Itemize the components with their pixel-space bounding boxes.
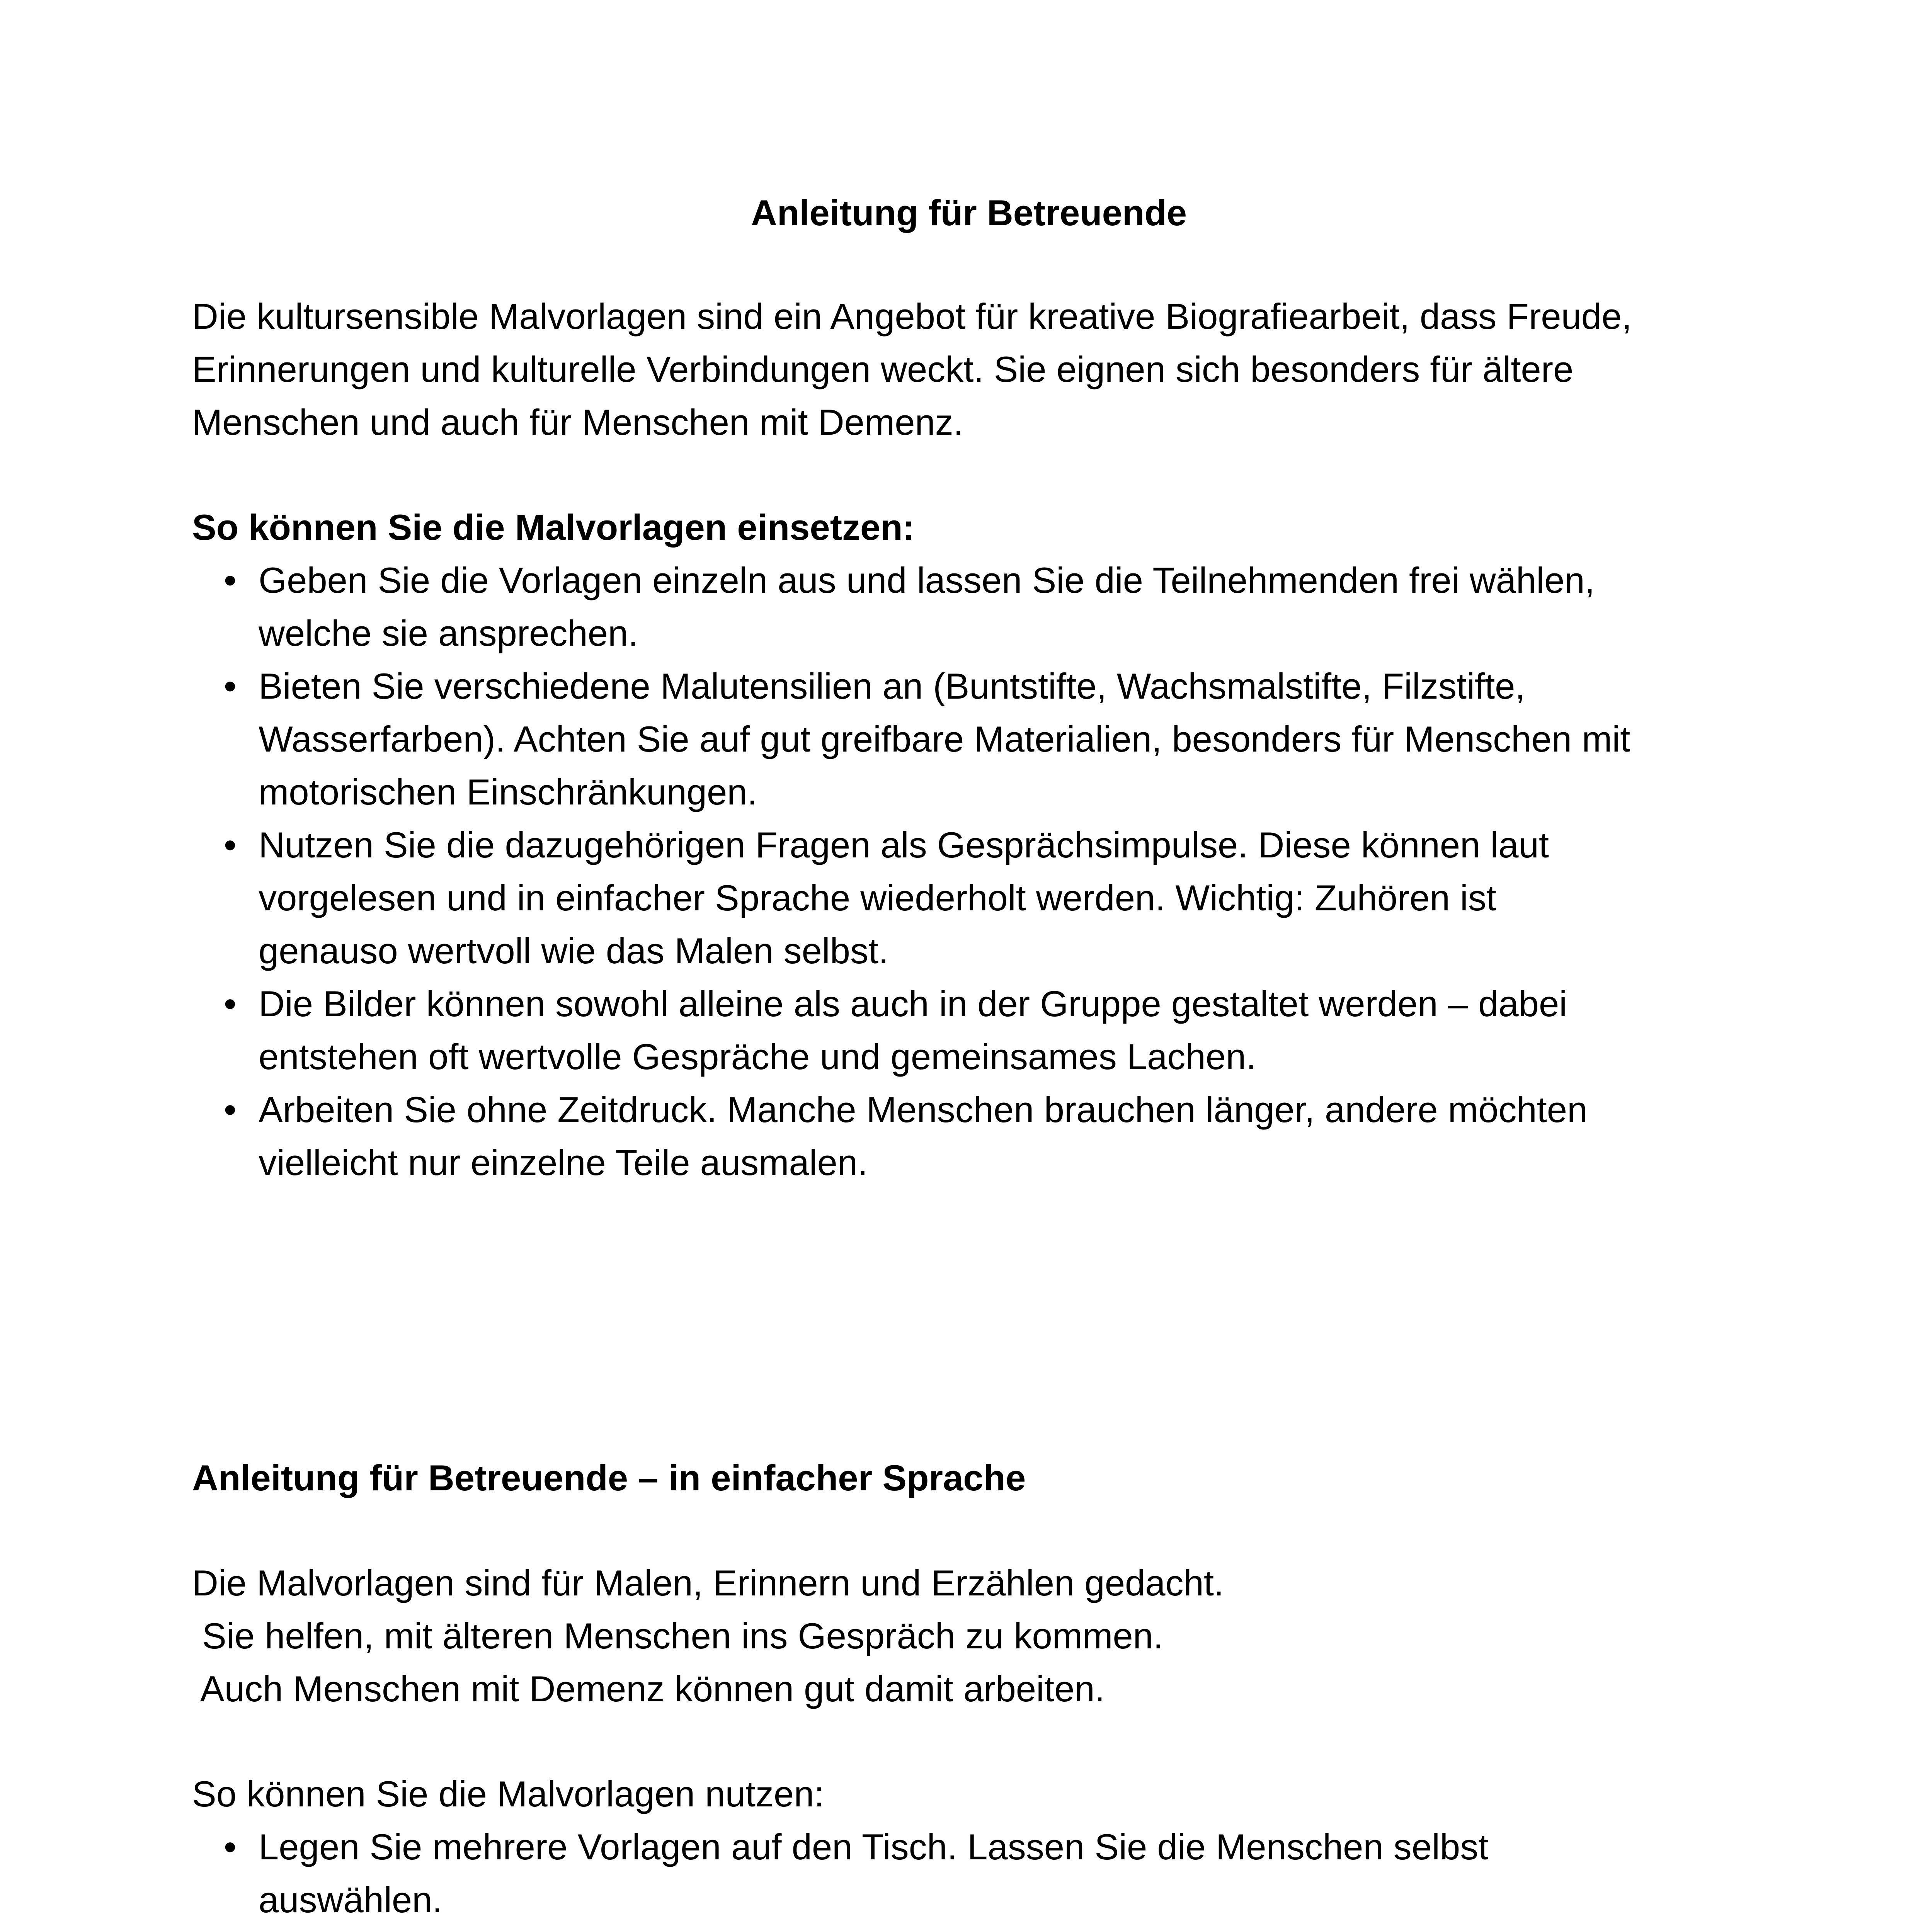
section1-bullet-list — [192, 554, 1746, 1189]
list-item-line: Bieten Sie verschiedene Malutensilien an (Buntstifte, Wachsmalstifte, Filzstifte, — [259, 666, 1525, 706]
section1-intro — [192, 290, 1746, 449]
section1-intro-line: Menschen und auch für Menschen mit Demenz. — [192, 402, 963, 442]
section2-subheading: So können Sie die Malvorlagen nutzen: — [192, 1774, 824, 1814]
section2-bullet-list — [192, 1820, 1746, 1932]
list-item — [192, 660, 1746, 818]
list-item-line: Legen Sie mehrere Vorlagen auf den Tisch. Lassen Sie die Menschen selbst — [259, 1827, 1489, 1867]
section1-subheading: So können Sie die Malvorlagen einsetzen: — [192, 507, 915, 548]
section2-intro — [192, 1556, 1746, 1715]
bullet-icon: • — [224, 983, 237, 1024]
list-item-line: genauso wertvoll wie das Malen selbst. — [259, 930, 889, 971]
list-item-line — [259, 1926, 1746, 1932]
section2-intro-line: Sie helfen, mit älteren Menschen ins Gespräch zu kommen. — [192, 1616, 1164, 1656]
section2-intro-line: Die Malvorlagen sind für Malen, Erinnern und Erzählen gedacht. — [192, 1563, 1224, 1603]
list-item-line: Nutzen Sie die dazugehörigen Fragen als Gesprächsimpulse. Diese können laut — [259, 825, 1549, 865]
list-item-line: vielleicht nur einzelne Teile ausmalen. — [259, 1142, 868, 1183]
section1-title: Anleitung für Betreuende — [751, 192, 1187, 233]
list-item-line: welche sie ansprechen. — [259, 613, 638, 653]
section2-title: Anleitung für Betreuende – in einfacher Sprache — [192, 1458, 1026, 1498]
section1-intro-line: Die kultursensible Malvorlagen sind ein Angebot für kreative Biografiearbeit, dass Freude, — [192, 296, 1632, 337]
bullet-icon — [224, 1926, 237, 1932]
bullet-icon: • — [224, 1089, 237, 1130]
section2-intro-line: Auch Menschen mit Demenz können gut damit arbeiten. — [192, 1668, 1105, 1709]
list-item-line: auswählen. — [259, 1879, 442, 1920]
list-item-line: Arbeiten Sie ohne Zeitdruck. Manche Menschen brauchen länger, andere möchten — [259, 1089, 1588, 1130]
list-item-line: Die Bilder können sowohl alleine als auch in der Gruppe gestaltet werden – dabei — [259, 983, 1567, 1024]
list-item — [192, 1083, 1746, 1189]
list-item — [192, 1820, 1746, 1926]
section1-intro-line: Erinnerungen und kulturelle Verbindungen weckt. Sie eignen sich besonders für ältere — [192, 349, 1574, 389]
list-item — [192, 554, 1746, 660]
list-item — [192, 977, 1746, 1083]
bullet-icon: • — [224, 560, 237, 600]
list-item-line: Wasserfarben). Achten Sie auf gut greifbare Materialien, besonders für Menschen mit — [259, 719, 1630, 759]
bullet-icon: • — [224, 1827, 237, 1867]
list-item-line: motorischen Einschränkungen. — [259, 772, 757, 812]
list-item-line: entstehen oft wertvolle Gespräche und gemeinsames Lachen. — [259, 1036, 1256, 1077]
list-item — [192, 818, 1746, 977]
list-item-line: vorgelesen und in einfacher Sprache wiederholt werden. Wichtig: Zuhören ist — [259, 878, 1496, 918]
bullet-icon: • — [224, 666, 237, 706]
list-item — [192, 1926, 1746, 1932]
list-item-line: Geben Sie die Vorlagen einzeln aus und lassen Sie die Teilnehmenden frei wählen, — [259, 560, 1595, 600]
bullet-icon: • — [224, 825, 237, 865]
